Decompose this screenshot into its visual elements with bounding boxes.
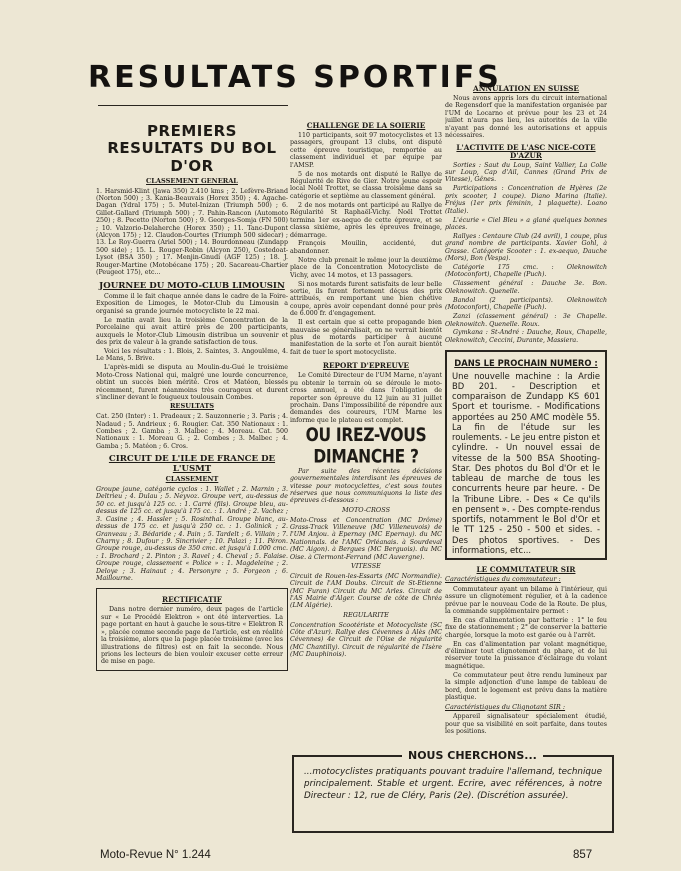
commutateur-paragraph: En cas d'alimentation par volant magnétique, d'éliminer tout clignotement du phare, et de lui réserver toute la puissance d'éclairage du volant magnétique. (445, 640, 607, 670)
challenge-paragraph: Si nos motards furent satisfaits de leur belle sortie, ils furent fortement déçus des prix attribués, en remportant une bien chétive coupe, après avoir cependant donné pour près de 6.000 fr. d'engagement. (290, 280, 442, 318)
limousin-paragraph: Voici les résultats : 1. Blois, 2. Saintes, 3. Angoulême, 4. Le Mans, 5. Brive. (96, 347, 288, 363)
commutateur-paragraph: Ce commutateur peut être rendu lumineux par la simple adjonction d'une lampe de tableau de bord, dont le logement est prévu dans la matière plastique. (445, 671, 607, 702)
challenge-paragraph: François Mouilin, accidenté, dut abandonner. (290, 240, 442, 255)
prochain-numero-text: Une nouvelle machine : la Ardie BD 201. - Description et comparaison de Zundapp KS 601 Sport et tourisme. - Modifications apportées au 250 AMC modèle 55. La fin de l'étude sur les roulements. - Le jeu entre piston et cylindre. - Un nouvel essai de vitesse de la 500 BSA Shooting-Star. Des photos du Bol d'Or et le tableau de marche de tous les concurrents heure par heure. - De la Tribune Libre. - Des « Ce qu'ils en pensent ». - Des compte-rendus sportifs, notamment le Bol d'Or et le TT 125 - 250 - 500 et sides. - Des photos sportives. - Des informations, etc... (452, 370, 600, 555)
limousin-paragraph: L'après-midi se disputa au Moulin-du-Gué le troisième Moto-Cross National qui, malgré une lourde concurrence, obtint un succès bien mérité. Cros et Matéon, blessés récemment, furent néanmoins très courageux et durent s'incliner devant le fougueux toulousain Combes. (96, 364, 288, 402)
nous-cherchons-title: NOUS CHERCHONS... (402, 749, 543, 762)
resultats-label: RESULTATS (169, 402, 215, 411)
report-text: Le Comité Directeur de l'UM Marne, n'ayant pu obtenir le terrain où se déroule le moto-cross annuel, a été dans l'obligation de reporter son épreuve du 12 juin au 31 juillet prochain. Dans l'impossibilité de répondre aux demandes des coureurs, l'UM Marne les informe que le plateau est complet. (290, 372, 442, 424)
clignotant-paragraph: Appareil signalisateur spécialement étudié, pour que sa visibilité en soit parfaite, dans toutes les positions. (445, 713, 607, 736)
column-right (445, 81, 607, 806)
vitesse-list: Circuit de Rouen-les-Essarts (MC Normandie). Circuit de l'AM Doubs. Circuit de St-Etienne (MC Furan) Circuit du MC Arles. Circuit de l'AS Mairie d'Alger. Course de côte de Chréa (LM Algérie). (290, 572, 442, 610)
commutateur-subtitle: Caractéristiques du commutateur : (445, 575, 561, 584)
challenge-paragraph: Notre club prenait le même jour la deuxième place de la Concentration Motocycliste de Vichy, avec 14 motos, et 13 passagers. (290, 256, 442, 279)
challenge-paragraph: 110 participants, soit 97 motocyclistes et 13 passagers, groupant 13 clubs, ont disputé cette épreuve touristique, remportée au classement individuel et par équipe par l'AMSP. (290, 132, 442, 169)
issue-number: Moto-Revue N° 1.244 (100, 849, 211, 861)
challenge-paragraph: Il est certain que si cette propagande bien mauvaise se généralisait, on ne verrait bientôt plus de motards participer à aucune manifestation de la sorte et l'on aurait bientôt fait de tuer le sport motocycliste. (290, 319, 442, 356)
clignotant-subtitle: Caractéristiques du Clignotant SIR : (445, 702, 566, 711)
prochain-numero-title: DANS LE PROCHAIN NUMERO : (454, 358, 598, 369)
annulation-text: Nous avons appris lors du circuit international de Regensdorf que la manifestation organisée par l'UM de Locarno et prévue pour les 23 et 24 juillet n'aura pas lieu, les autorités de la ville n'ayant pas donné les autorisations et appuis nécessaires. (445, 95, 607, 140)
page-title: RESULTATS SPORTIFS (88, 60, 502, 95)
commutateur-paragraph: En cas d'alimentation par batterie : 1° le feu fixe de stationnement ; 2° de conserver la batterie chargée, lorsque la moto est garée ou à l'arrêt. (445, 616, 607, 639)
irez-intro: Par suite des récentes décisions gouvernementales interdisant les épreuves de vitesse pour motocyclettes, c'est sous toutes réserves que nous communiquons la liste des épreuves ci-dessous : (290, 467, 442, 505)
challenge-title: CHALLENGE DE LA SOIERIE (306, 121, 426, 130)
limousin-title: JOURNEE DU MOTO-CLUB LIMOUSIN (99, 280, 285, 291)
commutateur-title: LE COMMUTATEUR SIR (476, 565, 576, 575)
asc-paragraph: Gymkana : St-André : Dauche, Roux, Chapelle, Oleknowitch, Ceccini, Durante, Massiera. (445, 329, 607, 344)
title-underline (98, 105, 288, 106)
asc-paragraph: Bandol (2 participants). Oleknowitch (Motoconfort), Chapelle (Puch). (445, 296, 607, 312)
motocross-list: Moto-Cross et Concentration (MC Drôme) Grass-Track Villeneuve (MC Villeneuvois) de l'UM Anjou. à Epernay (MC Epernay). du MC Nationnals. de l'AMC Orléanais. à Sourdeval (MC Aigon). à Bergues (MC Berguois). du MC Oise. à Clermont-Ferrand (MC Auvergne). (290, 516, 442, 561)
asc-paragraph: Catégorie 175 cmc. : Oleknowitch (Motoconfort), Chapelle (Puch). (445, 264, 607, 279)
limousin-paragraph: Le matin avait lieu la troisième Concentration de la Porcelaine qui avait attiré près de 200 participants, auxquels le Motor-Club Limousin distribua un souvenir et des prix de valeur à la grande satisfaction de tous. (96, 316, 288, 347)
column-left (96, 118, 288, 842)
bol-dor-title: PREMIERS RESULTATS DU BOL D'OR (107, 122, 277, 175)
nous-cherchons-text: ...motocyclistes pratiquants pouvant traduire l'allemand, technique principalement. Stable et urgent. Ecrire, avec références, à notre Directeur : 12, rue de Cléry, Paris (2e). (Discrétion assurée). (304, 767, 602, 801)
rectificatif-text: Dans notre dernier numéro, deux pages de l'article sur « Le Procédé Elektron » ont été interverties. La page portant en haut à gauche le sous-titre « Elektron R », placée comme seconde page de l'article, est en réalité la troisième, alors que la page placée troisième (avec les illustrations de filtres) est en fait la seconde. Nous prions les lecteurs de bien vouloir excuser cette erreur de mise en page. (101, 606, 283, 666)
asc-paragraph: Zanzi (classement général) : 3e Chapelle. Oleknowitch. Quenelle. Roux. (445, 313, 607, 328)
asc-paragraph: Classement général : Dauche 3e. Bon. Oleknowitch. Quenelle. (445, 280, 607, 295)
asc-paragraph: L'écurie « Ciel Bleu » a glané quelques bonnes places. (445, 216, 607, 231)
page-number: 857 (573, 849, 593, 861)
rectificatif-box (96, 588, 288, 671)
report-title: REPORT D'EPREUVE (322, 361, 410, 371)
limousin-paragraph: Comme il le fait chaque année dans le cadre de la Foire-Exposition de Limoges, le Motor-Club du Limousin a organisé sa grande journée motocycliste le 22 mai. (96, 293, 288, 315)
irez-vous-title: OU IREZ-VOUS DIMANCHE ? (305, 424, 427, 469)
classement-general-text: 1. Harsmid-Klint (Jawa 350) 2.410 kms ; 2. Lefèvre-Briand (Norton 500) ; 3. Kania-Beauvais (Horex 350) ; 4. Agache-Dagan (Ydral 175) ; 5. Mutel-Inizan (Triumph 500) ; 6. Gillet-Gallard (Triumph 500) ; 7. Pahin-Rancon (Automoto 250) ; 8. Pecetto (Norton 500) ; 9. Georges-Somja (FN 500) ; 10. Valzorio-Delaherche (Horex 350) ; 11. Tanc-Dupont (Alcyon 175) ; 12. Claudon-Courtes (Triumph 500 sidecar) ; 13. Le Roy-Guerra (Ariel 500) ; 14. Bourdonneau (Zundapp 500 side) ; 15. L. Rouger-Robin (Alcyon 250), Costedoat-Lysot (BSA 350) ; 17. Menjin-Gnudi (AGF 125) ; 18. J. Rouger-Martine (Motobécane 175) ; 20. Sacareau-Chartier (Peugeot 175), etc... (96, 187, 288, 277)
regularite-list: Concentration Scootériste et Motocycliste (SC Côte d'Azur). Rallye des Cévennes à Alès (MC Cévennes) 4e Circuit de l'Oise de régularité (MC Chantilly). Circuit de régularité de l'Isère (MC Dauphinois). (290, 621, 442, 659)
asc-paragraph: Sorties : Saut du Loup, Saint Vallier, La Colle sur Loup, Cap d'Ail, Cannes (Grand Prix de Vitesse), Gênes. (445, 161, 607, 184)
limousin-results: Cat. 250 (Inter) : 1. Pradeaux ; 2. Sauzonnerie ; 3. Paris ; 4. Nadaud ; 5. Andrieux ; 6. Rougier. Cat. 350 Nationaux : 1. Combes ; 2. Gamba ; 3. Malbec ; 4. Moreau. Cat. 500 Nationaux : 1. Moreau G. ; 2. Combes ; 3. Malbec ; 4. Gamba ; 5. Matéon ; 6. Cros. (96, 413, 288, 450)
vitesse-label: VITESSE (351, 562, 381, 571)
challenge-paragraph: 5 de nos motards ont disputé le Rallye de Régularité de Rive de Gier. Notre jeune espoir local Noël Trottet, se classa troisième dans sa catégorie et septième au classement général. (290, 170, 442, 200)
usmt-results: Groupe jaune, catégorie cyclos : 1. Wallet ; 2. Marnin ; 3. Deltrieu ; 4. Dulau ; 5. Neyvoz. Groupe vert, au-dessus de 50 cc. et jusqu'à 125 cc. : 1. Carré (fils). Groupe bleu, au-dessus de 125 cc. et jusqu'à 175 cc. : 1. André ; 2. Vachez ; 3. Casine ; 4. Hassler ; 5. Rosinthal. Groupe blanc, au-dessus de 175 cc. et jusqu'à 250 cc. : 1. Golinick ; 2. Granveau ; 3. Bédaride ; 4. Pain ; 5. Tardelt ; 6. Villain ; 7. Charny ; 8. Dufour ; 9. Sincrivier ; 10. Palazi ; 11. Péron. Groupe rouge, au-dessus de 350 cmc. et jusqu'à 1.000 cmc. : 1. Brochard ; 2. Pinton ; 3. Ravel ; 4. Cheval ; 5. Falaise. Groupe rouge, classement « Police » : 1. Magdeleine ; 2. Deloye ; 3. Hainaut ; 4. Personyre ; 5. Forgeon ; 6. Maillourne. (96, 485, 288, 583)
nous-cherchons-box (292, 749, 614, 833)
regularite-label: REGULARITE (343, 610, 389, 619)
asc-title: L'ACTIVITE DE L'ASC NICE-COTE D'AZUR (456, 142, 596, 160)
motocross-label: MOTO-CROSS (341, 505, 391, 514)
usmt-title: CIRCUIT DE L'ILE DE FRANCE DE L'USMT (108, 454, 276, 474)
commutateur-paragraph: Commutateur ayant un bilame à l'intérieur, qui assure un clignotement régulier, et à la cadence prévue par le nouveau Code de la Route. De plus, la commande supplémentaire permet : (445, 585, 607, 615)
asc-paragraph: Participations : Concentration de Hyères (2e prix scooter, 1 coupe). Diano Marina (Italie). Fréjus (1er prix féminin, 1 plaquette). Loano (Italie). (445, 185, 607, 215)
usmt-classement-label: CLASSEMENT (165, 475, 219, 484)
column-middle (290, 118, 442, 846)
challenge-paragraph: 2 de nos motards ont participé au Rallye de Régularité St Raphaël-Vichy. Noël Trottet termina 1er ex-aequo de cette épreuve, et se classa sixième, après les épreuves freinage, démarrage. (290, 201, 442, 239)
annulation-title: ANNULATION EN SUISSE (473, 84, 579, 93)
classement-general-label: CLASSEMENT GENERAL (146, 176, 238, 185)
prochain-numero-box (445, 350, 607, 560)
asc-paragraph: Rallyes : Centaure Club (24 avril), 1 coupe, plus grand nombre de participants. Xavier Gohl, à Grasse. Catégorie Scooter : 1. ex-aequo, Dauche (Mors), Bon (Vespa). (445, 232, 607, 263)
rectificatif-title: RECTIFICATIF (162, 595, 222, 605)
